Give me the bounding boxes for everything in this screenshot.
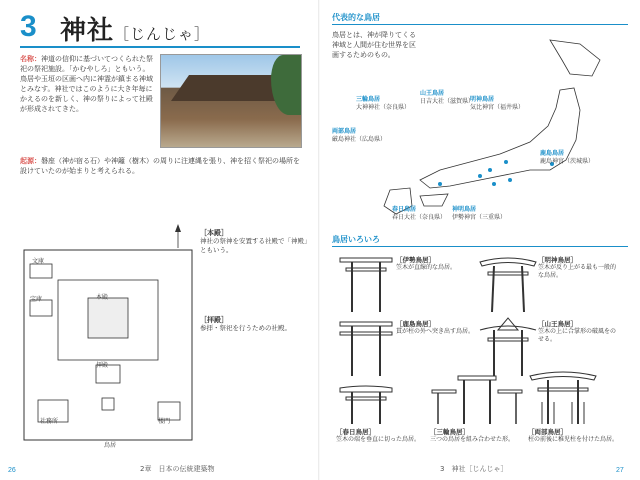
torii-kashima-text: 貫が柱の外へ突き出す鳥居。 <box>396 328 475 335</box>
note-head-haiden: ［拝殿］ <box>200 315 228 324</box>
torii-sanno-text: 笠木の上に合掌形の破風をのせる。 <box>538 328 617 343</box>
plan-label-houko: 宝庫 <box>30 296 43 303</box>
map-label-miwa: 三輪鳥居 大神神社（奈良県） <box>356 96 411 111</box>
origin-text: 磐座（神が宿る石）や神籬（樹木）の周りに注連縄を張り、神を招く祭祀の場所を設けていたのが始まりと考えられる。 <box>20 157 300 175</box>
torii-ryobu-text: 柱の前後に稚児柱を付けた鳥居。 <box>528 436 619 443</box>
chapter-number: 3 <box>20 10 37 43</box>
torii-section-rule <box>332 246 628 247</box>
torii-kashima-name: ［鹿島鳥居］ <box>396 320 435 328</box>
torii-miwa-text: 三つの鳥居を組み合わせた形。 <box>430 436 515 443</box>
tree-graphic <box>271 55 301 115</box>
map-label-kashima: 鹿島鳥居 鹿島神宮（茨城県） <box>540 150 595 165</box>
torii-kasuga-text: 笠木の端を垂直に切った鳥居。 <box>336 436 421 443</box>
origin-tag: 起源： <box>20 156 41 165</box>
note-text-haiden: 参拝・祭祀を行うための社殿。 <box>200 324 291 332</box>
torii-ryobu-name: ［両部鳥居］ <box>528 428 567 436</box>
plan-label-shamusho: 社務所 <box>40 418 59 425</box>
page-number-left: 26 <box>8 467 16 474</box>
plan-label-bunko: 文庫 <box>32 258 45 265</box>
map-intro: 鳥居とは、神が降りてくる神域と人間が住む世界を区画するためのもの。 <box>332 31 416 59</box>
torii-kasuga-icon <box>336 382 396 426</box>
chapter-title <box>60 10 210 47</box>
map-label-shinmei: 神明鳥居 伊勢神宮（三重県） <box>452 206 507 221</box>
map-section-title: 代表的な鳥居 <box>332 13 380 22</box>
footer-left: 2章 日本の伝統建築物 <box>140 465 215 473</box>
note-text-honden: 神社の祭神を安置する社殿で「神殿」ともいう。 <box>200 237 308 254</box>
plan-label-torii: 鳥居 <box>104 442 117 449</box>
shrine-plan-diagram <box>18 220 198 450</box>
torii-sanno-name: ［山王鳥居］ <box>538 320 577 328</box>
map-section-rule <box>332 24 628 25</box>
torii-ise-icon <box>336 252 396 316</box>
torii-miwa-name: ［三輪鳥居］ <box>430 428 469 436</box>
footer-right: 3 神社［じんじゃ］ <box>440 465 508 473</box>
torii-ryobu <box>528 368 624 443</box>
definition-text: 神道の信仰に基づいてつくられた祭祀の祭祀施設。「かむやしろ」ともいう。鳥居や玉垣の区画へ内に神霊が鎮まる神域とみなす。神社ではこのように大き年毎にかえるのを新しく、神の祭りによって社殿が形成されてきた。 <box>20 55 153 113</box>
page-number-right: 27 <box>616 467 624 474</box>
torii-myojin <box>478 252 618 320</box>
plan-notes <box>200 228 310 333</box>
plan-label-haiden: 拝殿 <box>96 362 109 369</box>
map-label-myojin: 明神鳥居 気比神宮（福井県） <box>470 96 525 111</box>
torii-ise <box>336 252 476 320</box>
chapter-yomi: ［じんじゃ］ <box>114 25 211 43</box>
torii-myojin-icon <box>478 252 538 316</box>
torii-ryobu-icon <box>528 368 598 426</box>
torii-miwa <box>430 368 524 443</box>
chapter-title-text: 神社 <box>60 16 115 46</box>
plan-label-romon: 楼門 <box>158 418 171 425</box>
map-label-ryobu: 両部鳥居 厳島神社（広島県） <box>332 128 387 143</box>
torii-section-title: 鳥居いろいろ <box>332 235 380 244</box>
torii-miwa-icon <box>430 368 524 426</box>
shrine-photo <box>160 54 302 148</box>
torii-myojin-name: ［明神鳥居］ <box>538 256 577 264</box>
map-label-sanno: 山王鳥居 日吉大社（滋賀県） <box>420 90 475 105</box>
note-head-honden: ［本殿］ <box>200 228 228 237</box>
plan-label-honden: 本殿 <box>96 294 109 301</box>
chapter-rule <box>20 46 300 48</box>
torii-kasuga-name: ［春日鳥居］ <box>336 428 375 436</box>
torii-ise-name: ［伊勢鳥居］ <box>396 256 435 264</box>
torii-kasuga <box>336 382 432 450</box>
torii-kashima-icon <box>336 316 396 380</box>
map-label-kasuga: 春日鳥居 春日大社（奈良県） <box>392 206 447 221</box>
definition-tag: 名称： <box>20 54 41 63</box>
definition-block <box>20 54 154 114</box>
torii-ise-text: 笠木が直線的な鳥居。 <box>396 264 457 271</box>
origin-block <box>20 156 305 176</box>
torii-myojin-text: 笠木が反り上がる最も一般的な鳥居。 <box>538 264 617 279</box>
